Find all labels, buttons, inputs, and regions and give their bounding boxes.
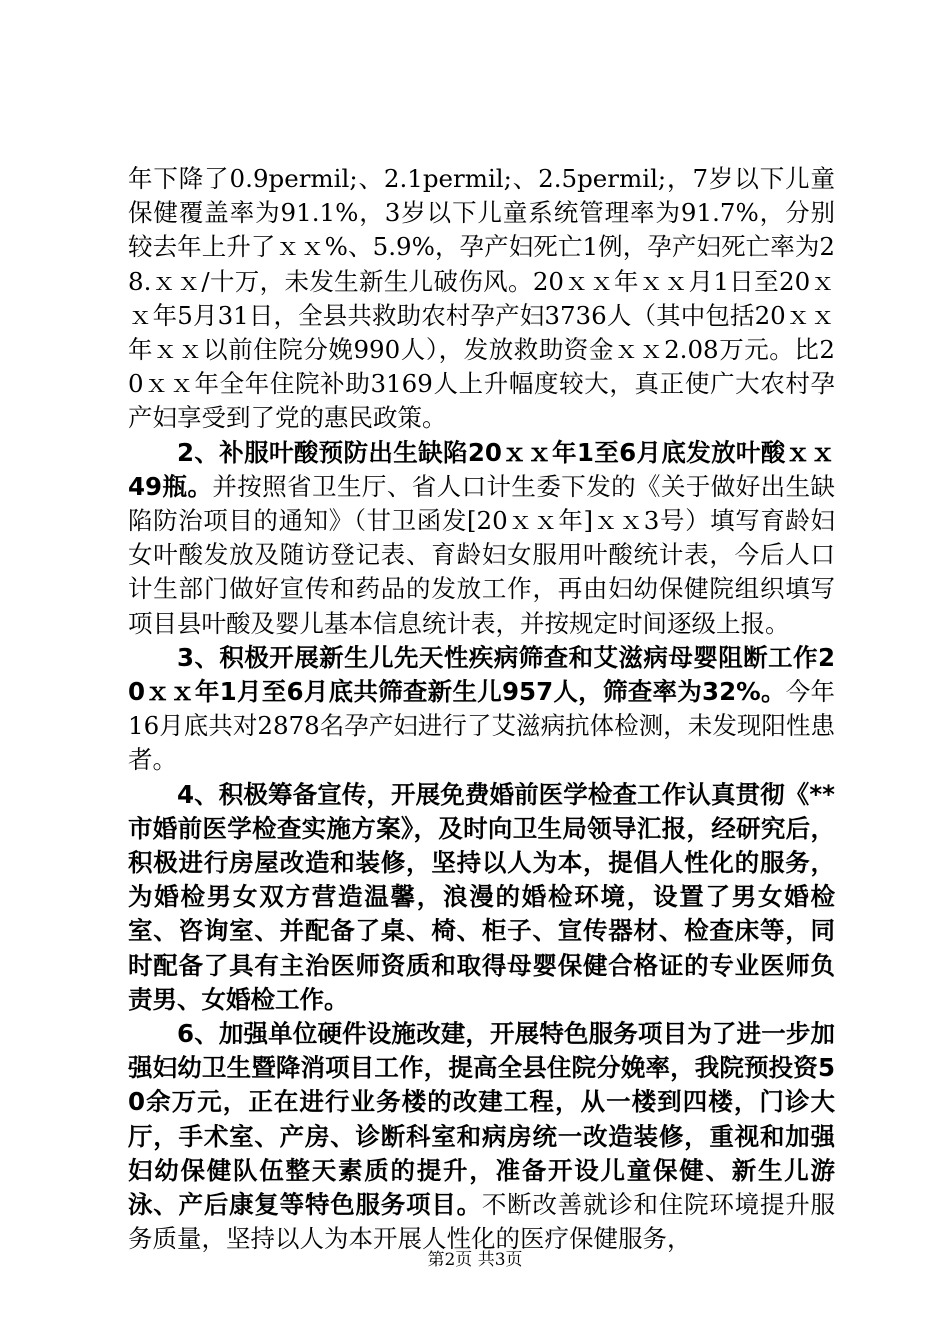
paragraph-newborn-screening (128, 641, 835, 778)
paragraph-premarital-exam (128, 778, 835, 1017)
paragraph-folic-acid (128, 436, 835, 641)
paragraph-newborn-screening-heading: 3、积极开展新生儿先天性疾病筛查和艾滋病母婴阻断工作20ｘｘ年1月至6月底共筛查新生儿957人，筛查率为32%。 (128, 642, 835, 707)
paragraph-folic-acid-text: 并按照省卫生厅、省人口计生委下发的《关于做好出生缺陷防治项目的通知》（甘卫函发[20ｘｘ年]ｘｘ3号）填写育龄妇女叶酸发放及随访登记表、育龄妇女服用叶酸统计表，今后人口计生部门做好宣传和药品的发放工作，再由妇幼保健院组织填写项目县叶酸及婴儿基本信息统计表，并按规定时间逐级上报。 (128, 471, 835, 638)
paragraph-intro (128, 162, 835, 436)
paragraph-premarital-exam-heading: 4、积极筹备宣传，开展免费婚前医学检查工作认真贯彻《**市婚前医学检查实施方案》，及时向卫生局领导汇报，经研究后，积极进行房屋改造和装修，坚持以人为本，提倡人性化的服务，为婚检男女双方营造温馨，浪漫的婚检环境，设置了男女婚检室、咨询室、并配备了桌、椅、柜子、宣传器材、检查床等，同时配备了具有主治医师资质和取得母婴保健合格证的专业医师负责男、女婚检工作。 (128, 779, 835, 1014)
paragraph-facility-renovation-heading: 6、加强单位硬件设施改建，开展特色服务项目为了进一步加强妇幼卫生暨降消项目工作，提高全县住院分娩率，我院预投资50余万元，正在进行业务楼的改建工程，从一楼到四楼，门诊大厅，手术室、产房、诊断科室和病房统一改造装修，重视和加强妇幼保健队伍整天素质的提升，准备开设儿童保健、新生儿游泳、产后康复等特色服务项目。 (128, 1019, 835, 1220)
paragraph-facility-renovation (128, 1017, 835, 1256)
paragraph-intro-text: 年下降了0.9permil;、2.1permil;、2.5permil;，7岁以下儿童保健覆盖率为91.1%，3岁以下儿童系统管理率为91.7%，分别较去年上升了ｘｘ%、5.9%，孕产妇死亡1例，孕产妇死亡率为28.ｘｘ/十万，未发生新生儿破伤风。20ｘｘ年ｘｘ月1日至20ｘｘ年5月31日，全县共救助农村孕产妇3736人（其中包括20ｘｘ年ｘｘ以前住院分娩990人），发放救助资金ｘｘ2.08万元。比20ｘｘ年全年住院补助3169人上升幅度较大，真正使广大农村孕产妇享受到了党的惠民政策。 (128, 164, 835, 433)
paragraph-folic-acid-heading: 2、补服叶酸预防出生缺陷20ｘｘ年1至6月底发放叶酸ｘｘ49瓶。 (128, 437, 835, 501)
paragraph-newborn-screening-text: 今年16月底共对2878名孕产妇进行了艾滋病抗体检测，未发现阳性患者。 (128, 677, 835, 775)
paragraph-facility-renovation-text: 不断改善就诊和住院环境提升服务质量，坚持以人为本开展人性化的医疗保健服务， (128, 1190, 836, 1254)
page-number-footer: 第2页 共3页 (427, 1250, 523, 1270)
